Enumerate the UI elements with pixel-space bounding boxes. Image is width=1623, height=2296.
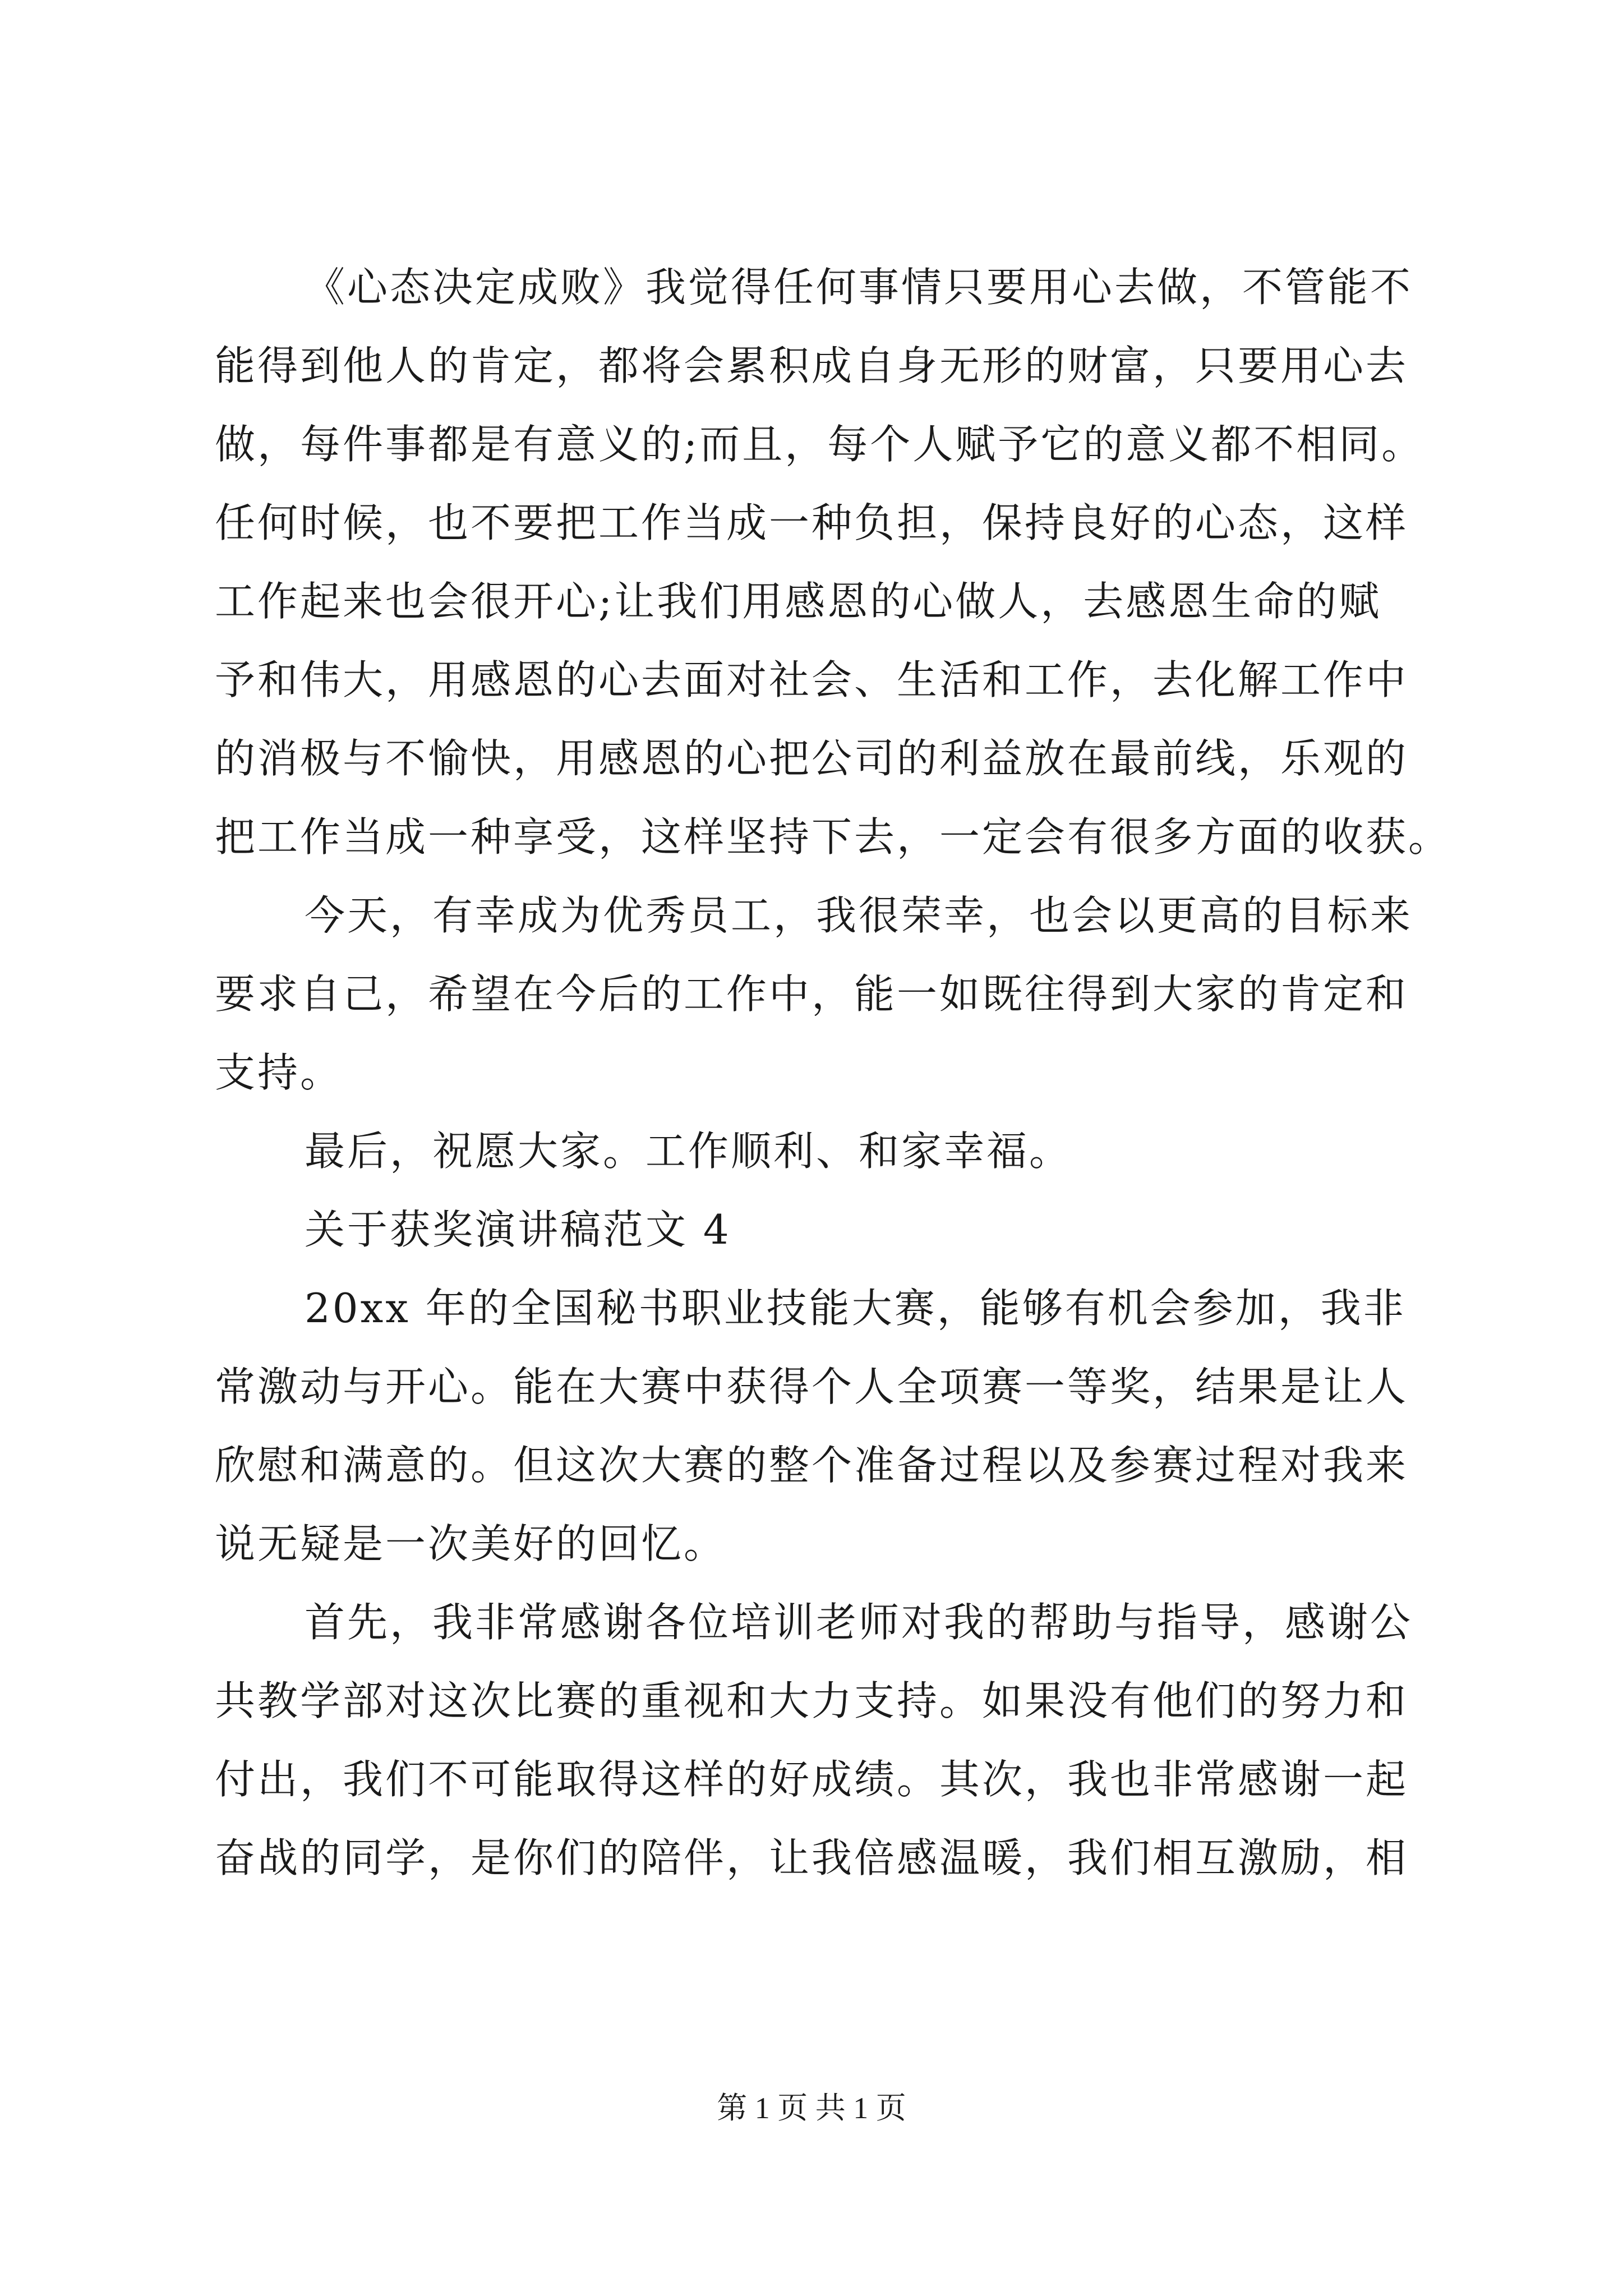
text-line: 说无疑是一次美好的回忆。: [215, 1520, 727, 1567]
text-line: 工作起来也会很开心;让我们用感恩的心做人，去感恩生命的赋: [215, 578, 1382, 625]
text-line: 今天，有幸成为优秀员工，我很荣幸，也会以更高的目标来: [305, 892, 1413, 939]
text-line: 付出，我们不可能取得这样的好成绩。其次，我也非常感谢一起: [215, 1756, 1409, 1803]
text-line: 奋战的同学，是你们的陪伴，让我倍感温暖，我们相互激励，相: [215, 1834, 1409, 1881]
text-line: 做，每件事都是有意义的;而且，每个人赋予它的意义都不相同。: [215, 421, 1424, 468]
text-line: 把工作当成一种享受，这样坚持下去，一定会有很多方面的收获。: [215, 813, 1451, 861]
text-line: 共教学部对这次比赛的重视和大力支持。如果没有他们的努力和: [215, 1677, 1409, 1724]
text-line: 任何时候，也不要把工作当成一种负担，保持良好的心态，这样: [215, 499, 1409, 546]
text-line: 欣慰和满意的。但这次大赛的整个准备过程以及参赛过程对我来: [215, 1442, 1409, 1489]
text-line: 要求自己，希望在今后的工作中，能一如既往得到大家的肯定和: [215, 970, 1409, 1018]
text-line: 能得到他人的肯定，都将会累积成自身无形的财富，只要用心去: [215, 342, 1409, 389]
text-line: 20xx 年的全国秘书职业技能大赛，能够有机会参加，我非: [305, 1285, 1406, 1332]
text-line: 首先，我非常感谢各位培训老师对我的帮助与指导，感谢公: [305, 1599, 1413, 1646]
text-line: 支持。: [215, 1049, 343, 1096]
text-line: 予和伟大，用感恩的心去面对社会、生活和工作，去化解工作中: [215, 656, 1409, 703]
text-line: 的消极与不愉快，用感恩的心把公司的利益放在最前线，乐观的: [215, 735, 1409, 782]
text-line: 最后，祝愿大家。工作顺利、和家幸福。: [305, 1128, 1072, 1175]
text-line: 《心态决定成败》我觉得任何事情只要用心去做，不管能不: [305, 264, 1413, 311]
section-heading: 关于获奖演讲稿范文 4: [305, 1206, 731, 1253]
text-line: 常激动与开心。能在大赛中获得个人全项赛一等奖，结果是让人: [215, 1363, 1409, 1410]
page-number-label: 第 1 页 共 1 页: [717, 2091, 906, 2125]
page-footer: [0, 2086, 1623, 2131]
